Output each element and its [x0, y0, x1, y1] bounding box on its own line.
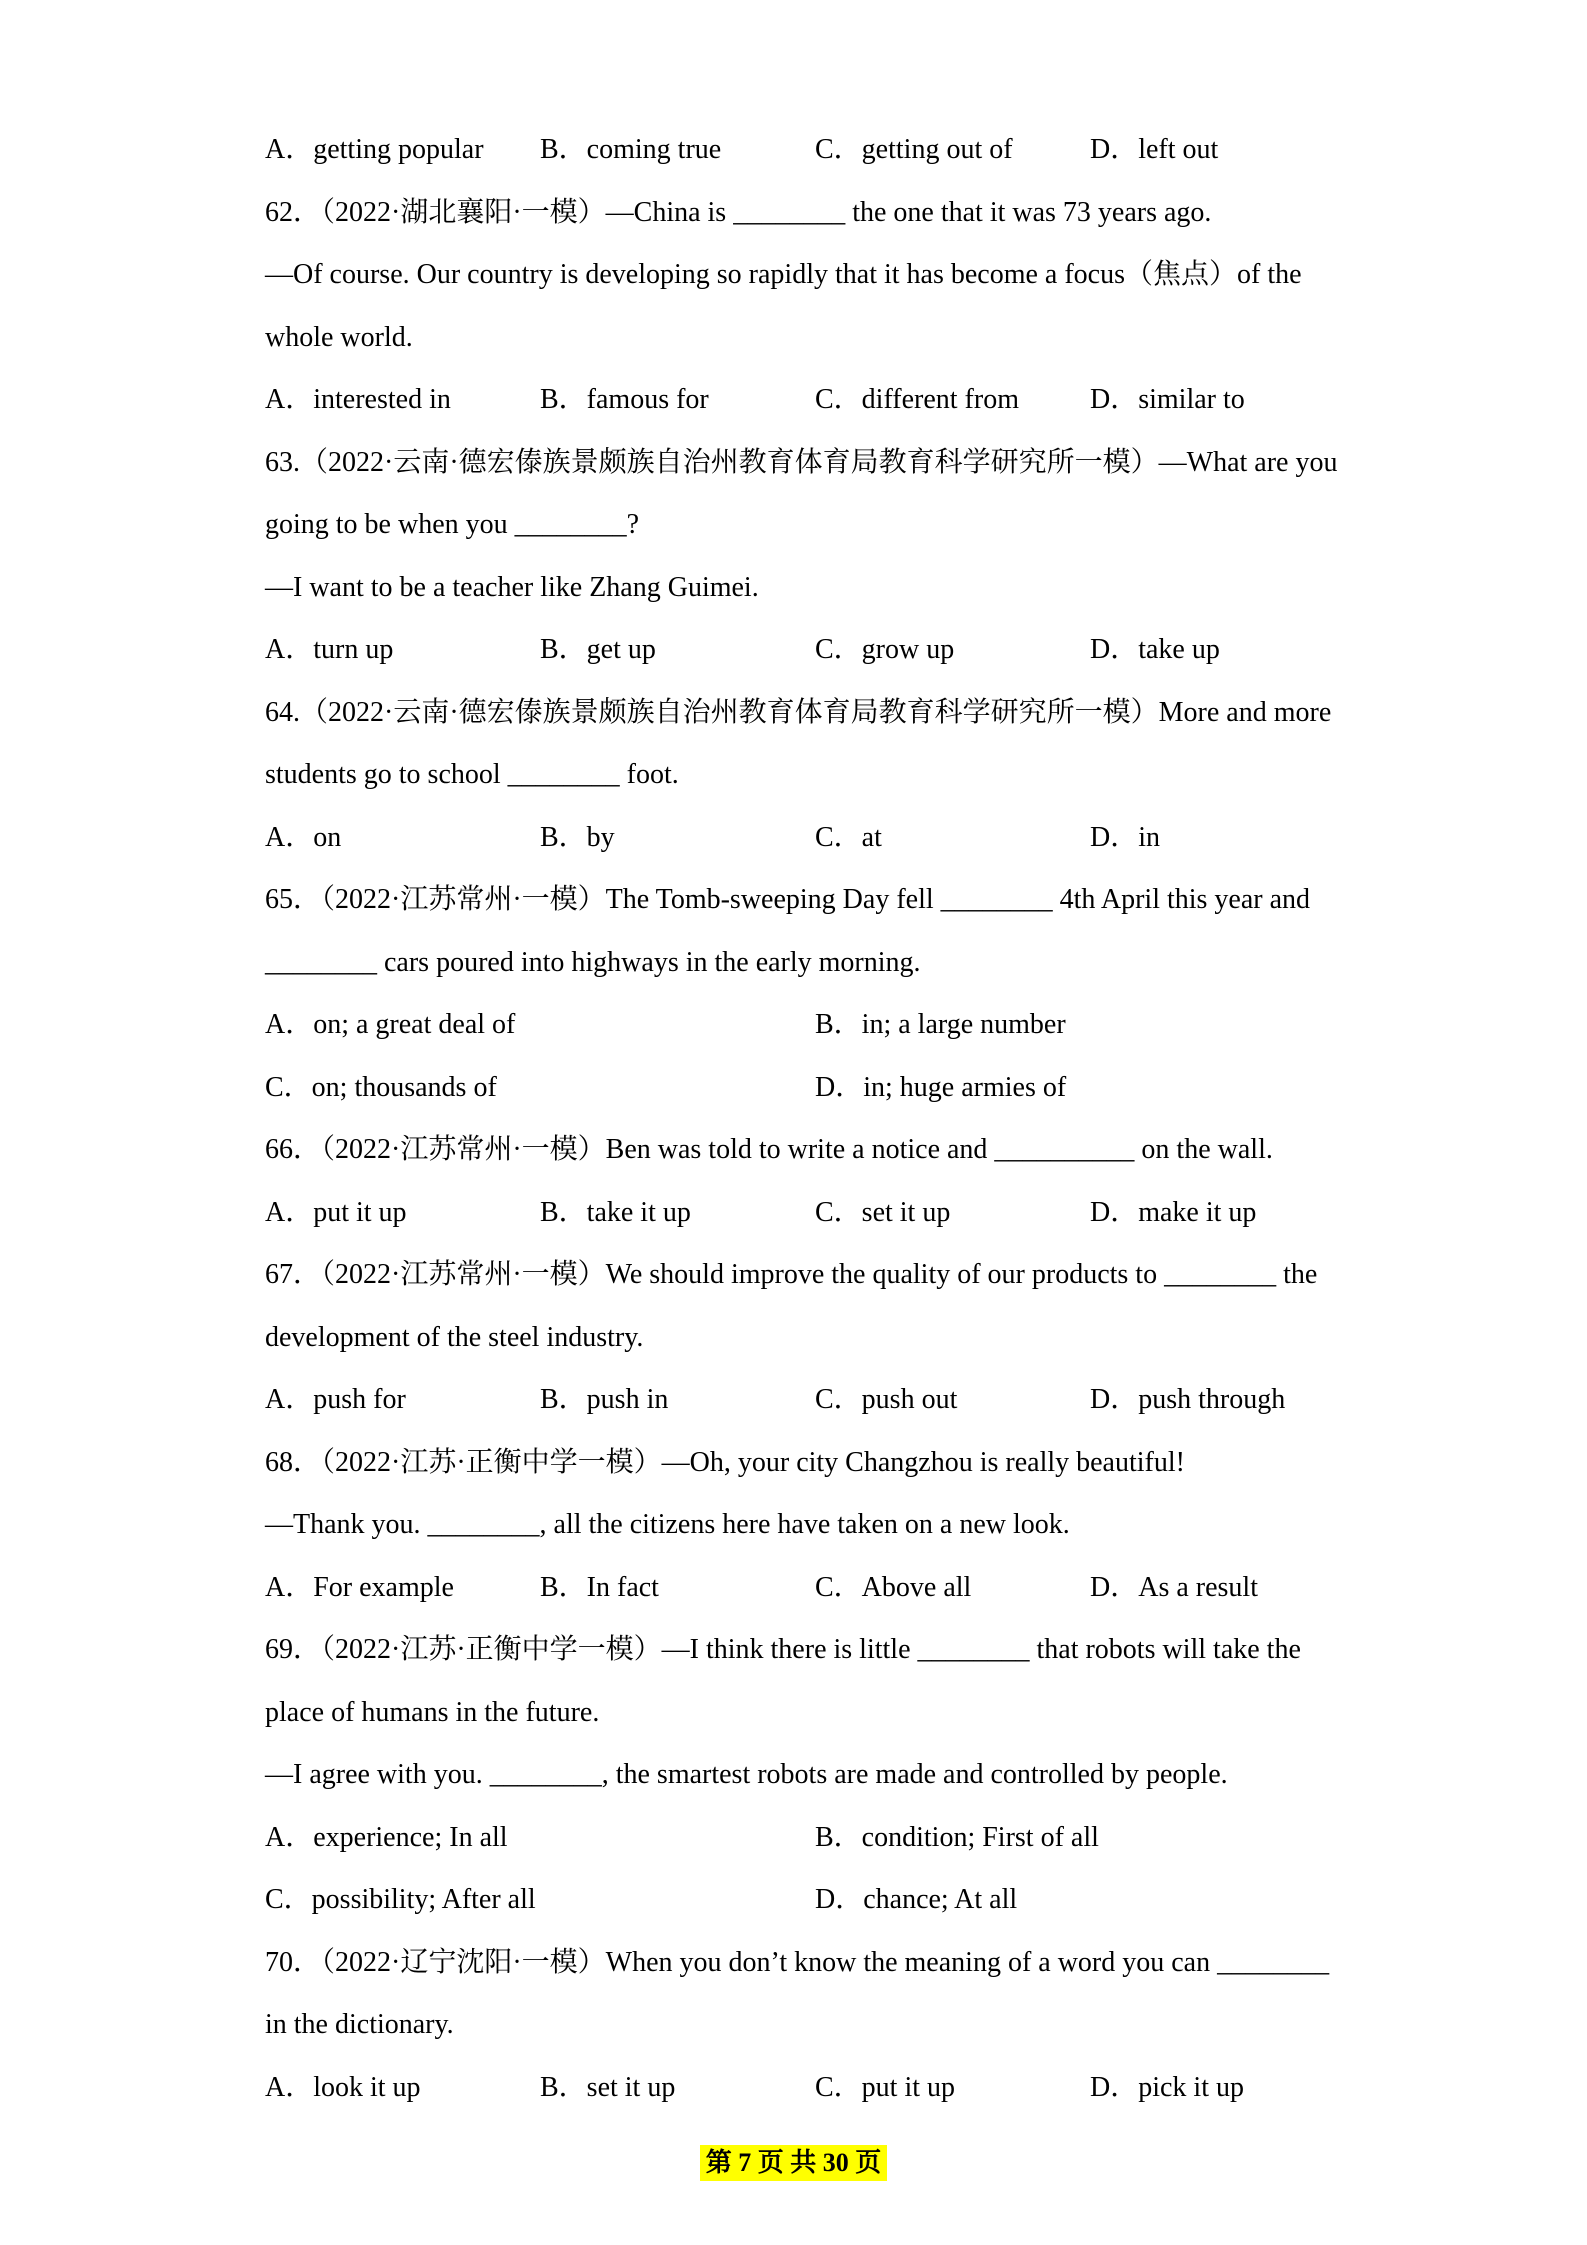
- option-b: B．famous for: [540, 384, 709, 415]
- option-d: D．similar to: [1090, 384, 1245, 415]
- option-a: A．turn up: [265, 634, 394, 665]
- question-text-line: 67．（2022·江苏常州·一模）We should improve the quality of our products to ________ the: [265, 1259, 1318, 1290]
- options-row: [265, 807, 1465, 870]
- question-text-line: place of humans in the future.: [265, 1696, 600, 1728]
- option-a: A．interested in: [265, 384, 451, 415]
- options-row: [265, 1369, 1465, 1432]
- question-text-line: students go to school ________ foot.: [265, 759, 679, 790]
- options-row: [265, 1557, 1465, 1620]
- options-row: [265, 994, 1465, 1057]
- question-text-line: —Thank you. ________, all the citizens here have taken on a new look.: [265, 1509, 1070, 1540]
- options-row: [265, 619, 1465, 682]
- option-b: B．In fact: [540, 1571, 659, 1603]
- question-text-line: 62．（2022·湖北襄阳·一模）—China is ________ the one that it was 73 years ago.: [265, 196, 1212, 228]
- option-a: A．on; a great deal of: [265, 1009, 516, 1040]
- option-c: C．push out: [815, 1384, 958, 1415]
- question-text-line: 65．（2022·江苏常州·一模）The Tomb-sweeping Day fell ________ 4th April this year and: [265, 884, 1311, 915]
- option-d: D．chance; At all: [815, 1884, 1018, 1915]
- question-text-line: in the dictionary.: [265, 2009, 454, 2040]
- option-d: D．push through: [1090, 1384, 1286, 1415]
- option-b: B．set it up: [540, 2071, 676, 2103]
- options-row: [265, 119, 1465, 182]
- question-text-block: [265, 119, 1465, 2119]
- option-c: C．different from: [815, 384, 1019, 415]
- options-row: [265, 1057, 1465, 1120]
- option-c: C．on; thousands of: [265, 1071, 497, 1103]
- option-a: A．getting popular: [265, 134, 484, 165]
- option-a: A．look it up: [265, 2071, 421, 2103]
- question-text-line: ________ cars poured into highways in the early morning.: [265, 946, 921, 978]
- option-a: A．on: [265, 821, 342, 853]
- question-text-line: 68．（2022·江苏·正衡中学一模）—Oh, your city Changzhou is really beautiful!: [265, 1446, 1185, 1478]
- option-d: D．pick it up: [1090, 2071, 1244, 2103]
- option-a: A．push for: [265, 1384, 406, 1415]
- question-text-line: development of the steel industry.: [265, 1321, 644, 1353]
- question-text-line: 64.（2022·云南·德宏傣族景颇族自治州教育体育局教育科学研究所一模）More and more: [265, 696, 1332, 728]
- option-c: C．Above all: [815, 1571, 972, 1603]
- option-b: B．condition; First of all: [815, 1821, 1099, 1853]
- question-text-line: —Of course. Our country is developing so rapidly that it has become a focus（焦点）of the: [265, 259, 1302, 290]
- question-text-line: whole world.: [265, 321, 413, 353]
- option-d: D．As a result: [1090, 1571, 1258, 1603]
- options-row: [265, 1807, 1465, 1870]
- question-text-line: 69．（2022·江苏·正衡中学一模）—I think there is little ________ that robots will take the: [265, 1634, 1301, 1665]
- option-c: C．put it up: [815, 2071, 956, 2103]
- question-text-line: 70．（2022·辽宁沈阳·一模）When you don’t know the meaning of a word you can ________: [265, 1946, 1330, 1978]
- question-text-line: 66．（2022·江苏常州·一模）Ben was told to write a notice and __________ on the wall.: [265, 1134, 1273, 1165]
- page-footer: [0, 2145, 1587, 2181]
- options-row: [265, 2057, 1465, 2120]
- option-d: D．in; huge armies of: [815, 1071, 1067, 1103]
- question-text-line: 63.（2022·云南·德宏傣族景颇族自治州教育体育局教育科学研究所一模）—What are you: [265, 446, 1338, 478]
- options-row: [265, 369, 1465, 432]
- option-d: D．in: [1090, 821, 1161, 853]
- option-d: D．take up: [1090, 634, 1220, 665]
- question-text-line: —I want to be a teacher like Zhang Guimei.: [265, 571, 759, 603]
- question-text-line: —I agree with you. ________, the smartest robots are made and controlled by people.: [265, 1759, 1228, 1790]
- question-text-line: going to be when you ________?: [265, 509, 640, 540]
- option-c: C．set it up: [815, 1196, 951, 1228]
- option-b: B．coming true: [540, 134, 722, 165]
- option-c: C．at: [815, 821, 882, 853]
- option-a: A．For example: [265, 1571, 454, 1603]
- option-d: D．left out: [1090, 134, 1219, 165]
- options-row: [265, 1182, 1465, 1245]
- page-number-badge: 第 7 页 共 30 页: [700, 2145, 888, 2181]
- option-b: B．in; a large number: [815, 1009, 1066, 1040]
- option-b: B．by: [540, 821, 615, 853]
- option-a: A．put it up: [265, 1196, 407, 1228]
- option-b: B．get up: [540, 634, 656, 665]
- option-b: B．take it up: [540, 1196, 691, 1228]
- option-a: A．experience; In all: [265, 1821, 508, 1853]
- options-row: [265, 1869, 1465, 1932]
- option-b: B．push in: [540, 1384, 669, 1415]
- option-c: C．getting out of: [815, 134, 1013, 165]
- option-c: C．grow up: [815, 634, 955, 665]
- option-c: C．possibility; After all: [265, 1884, 536, 1915]
- option-d: D．make it up: [1090, 1196, 1257, 1228]
